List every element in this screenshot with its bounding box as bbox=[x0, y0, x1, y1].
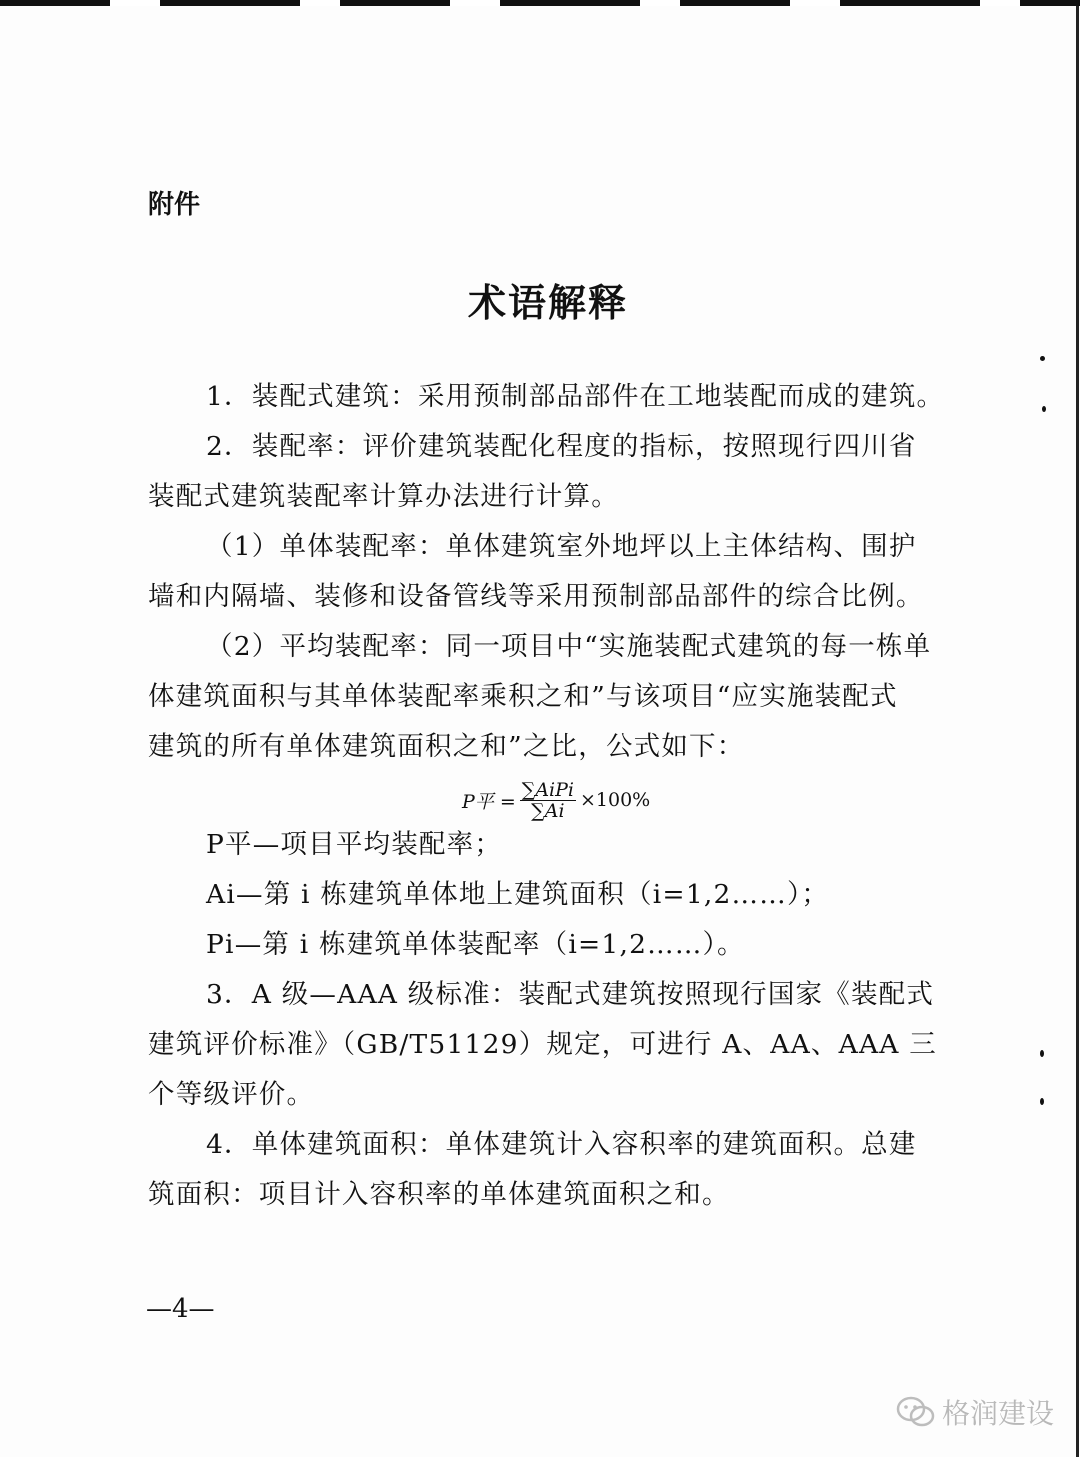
paragraph-line: 建筑评价标准》（GB/T51129）规定，可进行 A、AA、AAA 三 bbox=[148, 1029, 937, 1060]
formula-fraction bbox=[520, 780, 576, 821]
scan-edge bbox=[0, 0, 1080, 6]
watermark bbox=[896, 1392, 1054, 1432]
paragraph-line: 体建筑面积与其单体装配率乘积之和”与该项目“应实施装配式 bbox=[148, 681, 898, 712]
paragraph-line: 4．单体建筑面积：单体建筑计入容积率的建筑面积。总建 bbox=[206, 1129, 917, 1160]
definition-line: Ai—第 i 栋建筑单体地上建筑面积（i=1,2……）； bbox=[206, 879, 830, 910]
scan-speck bbox=[1040, 1050, 1044, 1057]
page-number: —4— bbox=[146, 1294, 215, 1324]
paragraph-line: 个等级评价。 bbox=[148, 1079, 315, 1110]
formula-denominator: ∑Ai bbox=[531, 799, 565, 822]
paragraph-line: 墙和内隔墙、装修和设备管线等采用预制部品部件的综合比例。 bbox=[148, 581, 924, 612]
definition-line: Pi—第 i 栋建筑单体装配率（i=1,2……）。 bbox=[206, 929, 745, 960]
formula-suffix: ×100% bbox=[579, 789, 651, 811]
paragraph-line: 筑面积：项目计入容积率的单体建筑面积之和。 bbox=[148, 1179, 730, 1210]
paragraph-line: （1）单体装配率：单体建筑室外地坪以上主体结构、围护 bbox=[206, 531, 917, 562]
formula-numerator: ∑AiPi bbox=[521, 778, 574, 801]
definition-line: P平—项目平均装配率； bbox=[206, 829, 503, 860]
paragraph-line: 2．装配率：评价建筑装配化程度的指标，按照现行四川省 bbox=[206, 431, 917, 462]
formula-lhs: P平 = bbox=[462, 790, 516, 813]
scan-speck bbox=[1042, 406, 1046, 412]
wechat-icon bbox=[896, 1395, 936, 1429]
paragraph-line: （2）平均装配率：同一项目中“实施装配式建筑的每一栋单 bbox=[206, 631, 932, 662]
paragraph-line: 建筑的所有单体建筑面积之和”之比，公式如下： bbox=[148, 731, 745, 762]
attachment-label: 附件 bbox=[148, 190, 201, 220]
watermark-text: 格润建设 bbox=[942, 1397, 1055, 1430]
scan-speck bbox=[1040, 1098, 1044, 1105]
scan-speck bbox=[1040, 356, 1045, 361]
paragraph-line: 装配式建筑装配率计算办法进行计算。 bbox=[148, 481, 619, 512]
paragraph-line: 1．装配式建筑：采用预制部品部件在工地装配而成的建筑。 bbox=[206, 381, 945, 412]
page-title: 术语解释 bbox=[467, 281, 628, 325]
formula bbox=[462, 778, 650, 822]
paragraph-line: 3．A 级—AAA 级标准：装配式建筑按照现行国家《装配式 bbox=[206, 979, 935, 1010]
